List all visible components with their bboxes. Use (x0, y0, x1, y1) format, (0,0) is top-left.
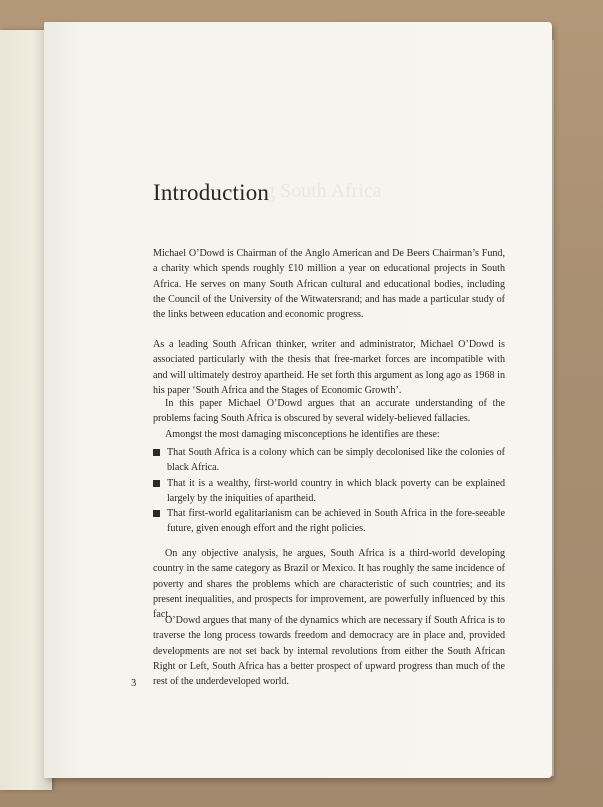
list-item-text: That South Africa is a colony which can be simply decolonised like the colonies of black Africa. (167, 447, 505, 474)
paragraph-biography: Michael O’Dowd is Chairman of the Anglo American and De Beers Chairman’s Fund, a charity which spends roughly £10 million a year on educational projects in South Africa. He serves on many South African cultural and educational bodies, including the Council of the University of the Witwatersrand; and has made a particular study of the links between education and economic progress. (153, 248, 505, 321)
list-item (153, 506, 505, 537)
list-item-text: That it is a wealthy, first-world country in which black poverty can be explained largely by the iniquities of apartheid. (167, 477, 505, 504)
list-item (153, 445, 505, 476)
paragraph-thesis: As a leading South African thinker, writer and administrator, Michael O’Dowd is associated particularly with the thesis that free-market forces are incompatible with and will ultimately destroy apartheid. He set forth this argument as long ago as 1968 in his paper ‘South Africa and the Stages of Economic Growth’. (153, 339, 505, 396)
show-through-heading: g South Africa (265, 180, 382, 202)
paragraph-prospects: O’Dowd argues that many of the dynamics which are necessary if South Africa is to traverse the long process towards freedom and democracy are in place and, provided developments are not set back by internal revolutions from either the South African Right or Left, South Africa has a better prospect of upward progress than much of the rest of the underdeveloped world. (153, 615, 505, 688)
page-number: 3 (131, 678, 137, 689)
list-item-text: That first-world egalitarianism can be achieved in South Africa in the fore-seeable future, given enough effort and the right policies. (167, 508, 505, 535)
paragraph-fallacies: In this paper Michael O’Dowd argues that an accurate understanding of the problems facing South Africa is obscured by several widely-believed fallacies. (153, 398, 505, 425)
square-bullet-icon (153, 449, 160, 456)
chapter-title: Introduction (153, 180, 270, 205)
misconceptions-list (153, 445, 505, 537)
list-item (153, 476, 505, 507)
square-bullet-icon (153, 480, 160, 487)
paragraph-analysis: On any objective analysis, he argues, South Africa is a third-world developing country in the same category as Brazil or Mexico. It has roughly the same incidence of poverty and shares the problems which are characteristic of such countries; and its present inequalities, and prospects for improvement, are powerfully influenced by this fact. (153, 548, 505, 621)
paragraph-misconceptions-intro: Amongst the most damaging misconceptions he identifies are these: (165, 429, 440, 440)
square-bullet-icon (153, 510, 160, 517)
